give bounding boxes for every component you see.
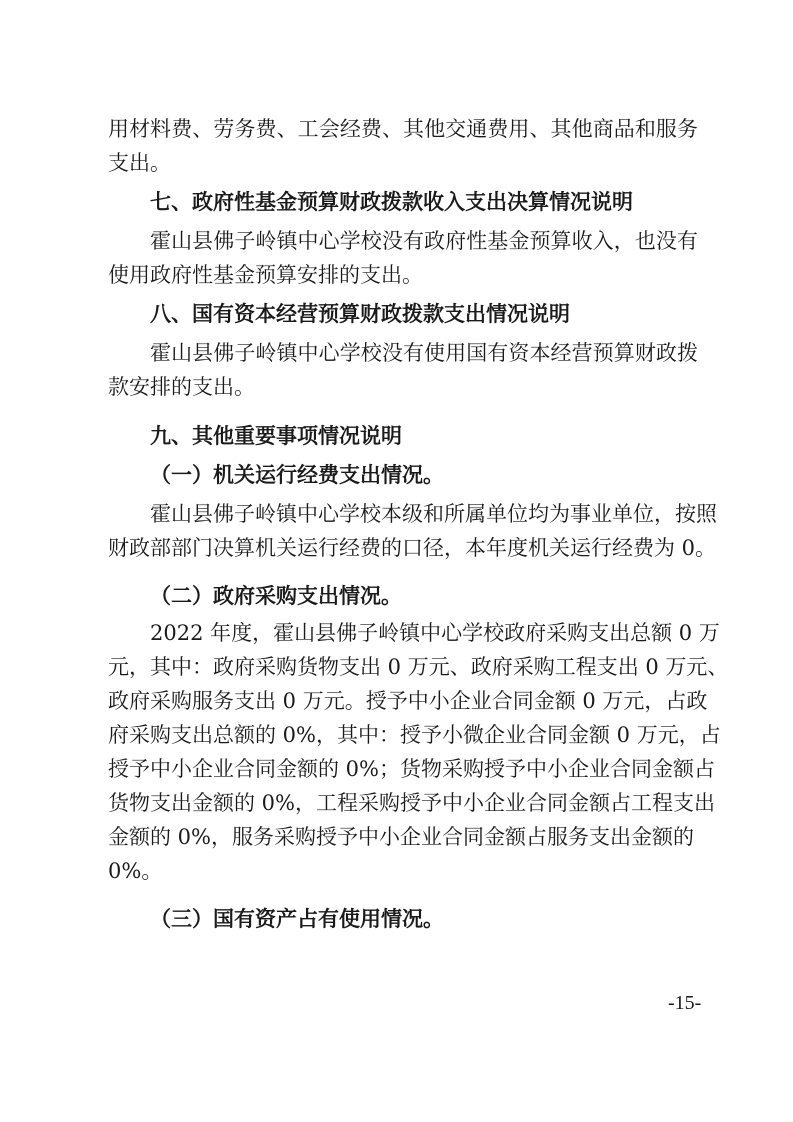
subsection-heading-3: （三）国有资产占有使用情况。 <box>150 907 444 931</box>
body-text-line: 霍山县佛子岭镇中心学校没有使用国有资本经营预算财政拨 <box>150 341 698 365</box>
body-text-line: 0%。 <box>108 859 163 883</box>
body-text-line: 霍山县佛子岭镇中心学校没有政府性基金预算收入，也没有 <box>150 229 698 253</box>
subsection-heading-2: （二）政府采购支出情况。 <box>150 584 402 608</box>
page-number: -15- <box>668 992 702 1014</box>
body-text-line: 支出。 <box>108 151 171 175</box>
section-heading-7: 七、政府性基金预算财政拨款收入支出决算情况说明 <box>150 190 633 214</box>
section-heading-9: 九、其他重要事项情况说明 <box>150 424 402 448</box>
subsection-heading-1: （一）机关运行经费支出情况。 <box>150 463 444 487</box>
body-text-line: 使用政府性基金预算安排的支出。 <box>108 263 423 287</box>
body-text-line: 货物支出金额的 0%，工程采购授予中小企业合同金额占工程支出 <box>108 791 715 815</box>
body-text-line: 元，其中：政府采购货物支出 0 万元、政府采购工程支出 0 万元、 <box>108 655 729 679</box>
body-text-line: 款安排的支出。 <box>108 375 255 399</box>
body-text-line: 府采购支出总额的 0%，其中：授予小微企业合同金额 0 万元，占 <box>108 723 721 747</box>
section-heading-8: 八、国有资本经营预算财政拨款支出情况说明 <box>150 302 570 326</box>
body-text-line: 授予中小企业合同金额的 0%；货物采购授予中小企业合同金额占 <box>108 757 715 781</box>
body-text-line: 用材料费、劳务费、工会经费、其他交通费用、其他商品和服务 <box>108 117 698 141</box>
body-text-line: 政府采购服务支出 0 万元。授予中小企业合同金额 0 万元，占政 <box>108 689 708 713</box>
body-text-line: 2022 年度，霍山县佛子岭镇中心学校政府采购支出总额 0 万 <box>150 621 720 645</box>
body-text-line: 霍山县佛子岭镇中心学校本级和所属单位均为事业单位，按照 <box>150 502 717 526</box>
body-text-line: 金额的 0%，服务采购授予中小企业合同金额占服务支出金额的 <box>108 825 694 849</box>
body-text-line: 财政部部门决算机关运行经费的口径，本年度机关运行经费为 0。 <box>108 536 717 560</box>
